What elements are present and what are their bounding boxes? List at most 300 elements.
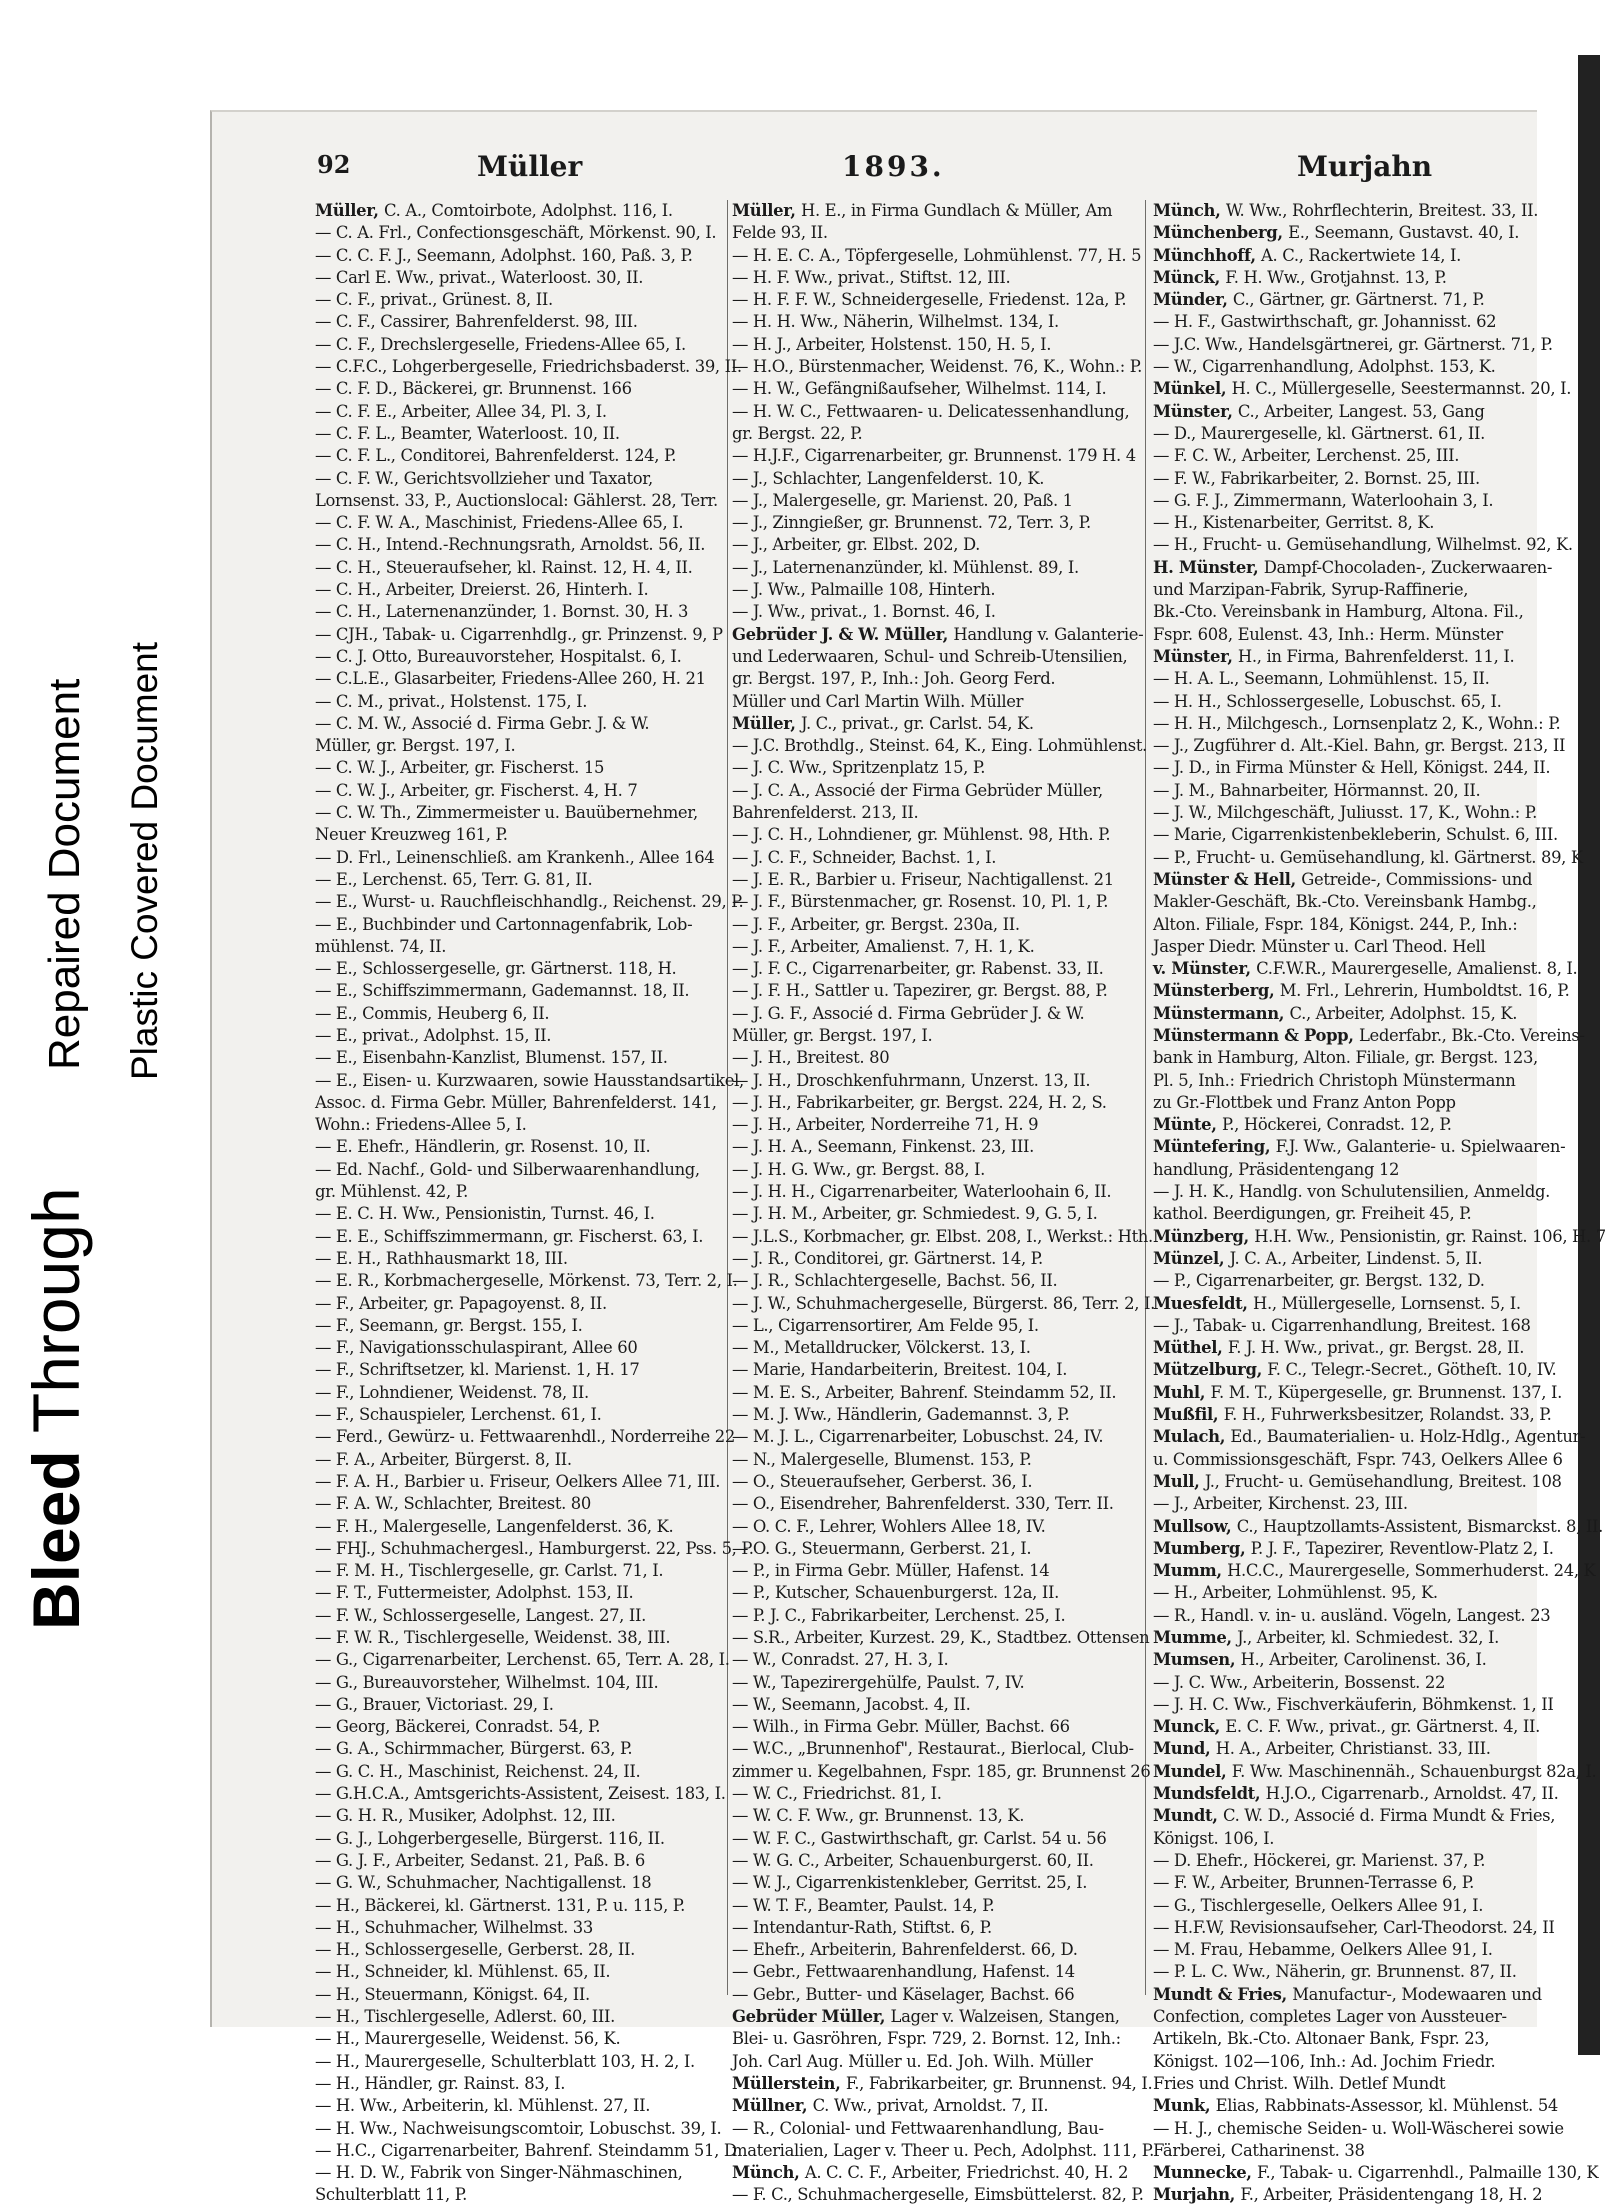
entry-text: — W., Tapezirergehülfe, Paulst. 7, IV. [732, 1672, 1025, 1692]
entry-text: — E. E., Schiffszimmermann, gr. Fischerst. 63, I. [315, 1226, 704, 1246]
entry-text: H. E., in Firma Gundlach & Müller, Am [801, 201, 1113, 220]
directory-entry [1153, 1203, 1539, 1225]
directory-entry [315, 222, 733, 244]
entry-text: — G. C. H., Maschinist, Reichenst. 24, II. [315, 1761, 641, 1781]
directory-entry [732, 1181, 1142, 1203]
entry-text: — C. H., Laternenanzünder, 1. Bornst. 30, H. 3 [315, 602, 689, 622]
entry-surname: Münstermann & Popp, [1153, 1025, 1359, 1045]
directory-entry [315, 1694, 733, 1716]
directory-entry [315, 468, 733, 490]
entry-text: — Ehefr., Arbeiterin, Bahrenfelderst. 66, D. [732, 1940, 1078, 1960]
entry-text: — Ferd., Gewürz- u. Fettwaarenhdl., Norderreihe 22 [315, 1427, 735, 1447]
entry-text: — J. E. R., Barbier u. Friseur, Nachtigallenst. 21 [732, 869, 1114, 889]
entry-text: — Intendantur-Rath, Stiftst. 6, P. [732, 1917, 992, 1937]
directory-entry [315, 1382, 733, 1404]
directory-entry [315, 713, 733, 735]
directory-entry [1153, 334, 1553, 356]
entry-text: — H., Maurergeselle, Weidenst. 56, K. [315, 2029, 621, 2049]
entry-text: — J., Schlachter, Langenfelderst. 10, K. [732, 468, 1045, 488]
entry-text: E., Seemann, Gustavst. 40, I. [1288, 223, 1520, 243]
directory-entry [732, 1560, 1142, 1582]
entry-text: — C.L.E., Glasarbeiter, Friedens-Allee 260, H. 21 [315, 669, 706, 689]
entry-text: — W. J., Cigarrenkistenkleber, Gerritst. 25, I. [732, 1873, 1088, 1893]
entry-text: — F. W., Fabrikarbeiter, 2. Bornst. 25, III. [1153, 468, 1480, 488]
entry-surname: Munck, [1153, 1717, 1226, 1737]
directory-entry [315, 2162, 733, 2184]
entry-text: C.F.W.R., Maurergeselle, Amalienst. 8, I. [1256, 959, 1578, 979]
entry-text: — C. H., Arbeiter, Dreierst. 26, Hinterh. I. [315, 580, 649, 600]
entry-surname: Mullsow, [1153, 1516, 1237, 1536]
entry-surname: Münchenberg, [1153, 223, 1289, 243]
entry-text: — O. G., Steuermann, Gerberst. 21, I. [732, 1538, 1032, 1558]
directory-entry [732, 1449, 1142, 1471]
entry-text: — F., Seemann, gr. Bergst. 155, I. [315, 1315, 583, 1335]
entry-surname: Münch, [732, 2163, 805, 2183]
directory-entry [732, 1159, 1142, 1181]
entry-text: Manufactur-, Modewaaren und [1292, 1984, 1542, 2004]
directory-entry [732, 1872, 1142, 1894]
directory-entry [315, 1471, 733, 1493]
directory-entry [1153, 267, 1539, 289]
entry-text: — M. E. S., Arbeiter, Bahrenf. Steindamm 52, II. [732, 1382, 1117, 1402]
entry-surname: Münzel, [1153, 1248, 1230, 1268]
directory-entry [315, 2095, 733, 2117]
entry-text: — F. T., Futtermeister, Adolphst. 153, II. [315, 1583, 634, 1603]
directory-entry [1153, 980, 1570, 1002]
directory-entry [1153, 914, 1539, 936]
entry-text: — H., Bäckerei, kl. Gärtnerst. 131, P. u. 115, P. [315, 1895, 686, 1915]
entry-surname: Mundt & Fries, [1153, 1984, 1293, 2004]
entry-text: — E., Eisenbahn-Kanzlist, Blumenst. 157, II. [315, 1048, 668, 1068]
entry-text: F. Ww. Maschinennäh., Schauenburgst 82a, I. [1231, 1761, 1597, 1781]
entry-text: — J. R., Conditorei, gr. Gärtnerst. 14, P. [732, 1248, 1043, 1268]
entry-text: — E. Ehefr., Händlerin, gr. Rosenst. 10, II. [315, 1137, 651, 1157]
entry-text: — P., Kutscher, Schauenburgerst. 12a, II. [732, 1583, 1060, 1603]
directory-entry [732, 579, 1142, 601]
entry-text: Joh. Carl Aug. Müller u. Ed. Joh. Wilh. Müller [732, 2051, 1093, 2071]
entry-text: — H.J.F., Cigarrenarbeiter, gr. Brunnenst. 179 H. 4 [732, 446, 1136, 466]
entry-text: — O. C. F., Lehrer, Wohlers Allee 18, IV. [732, 1516, 1046, 1536]
directory-entry [732, 289, 1142, 311]
entry-text: Ed., Baumaterialien- u. Holz-Hdlg., Agentur- [1230, 1427, 1586, 1447]
entry-surname: Müthel, [1153, 1338, 1228, 1358]
entry-text: — W. C. F. Ww., gr. Brunnenst. 13, K. [732, 1806, 1025, 1826]
directory-entry [315, 1315, 733, 1337]
directory-entry [732, 1337, 1142, 1359]
directory-entry [1153, 2162, 1599, 2184]
directory-entry [315, 1939, 733, 1961]
directory-entry [315, 356, 742, 378]
directory-entry [1153, 468, 1539, 490]
entry-text: J., Arbeiter, kl. Schmiedest. 32, I. [1237, 1628, 1499, 1647]
entry-text: F., Fabrikarbeiter, gr. Brunnenst. 94, I. [845, 2073, 1153, 2093]
entry-text: H., in Firma, Bahrenfelderst. 11, I. [1237, 646, 1515, 666]
entry-text: — H., Arbeiter, Lohmühlenst. 95, K. [1153, 1583, 1438, 1603]
entry-text: C. Ww., privat, Arnoldst. 7, II. [812, 2096, 1049, 2116]
directory-entry [315, 980, 733, 1002]
entry-text: — C. F. W., Gerichtsvollzieher und Taxator, [315, 468, 653, 488]
directory-entry [732, 1850, 1142, 1872]
entry-text: F. H. Ww., Grotjahnst. 13, P. [1225, 267, 1447, 287]
entry-text: — F. W. R., Tischlergeselle, Weidenst. 38, III. [315, 1628, 671, 1647]
directory-entry [732, 1939, 1142, 1961]
entry-surname: Müller, [732, 713, 801, 733]
directory-entry [315, 735, 733, 757]
directory-entry [1153, 1783, 1559, 1805]
entry-text: J. C., privat., gr. Carlst. 54, K. [801, 713, 1034, 733]
directory-entry [315, 1895, 733, 1917]
entry-text: J., Frucht- u. Gemüsehandlung, Breitest. 108 [1204, 1471, 1562, 1491]
directory-entry [732, 1984, 1142, 2006]
directory-entry [732, 2051, 1142, 2073]
entry-text: — C. W. J., Arbeiter, gr. Fischerst. 4, H. 7 [315, 780, 638, 800]
entry-text: u. Commissionsgeschäft, Fspr. 743, Oelkers Allee 6 [1153, 1449, 1563, 1469]
entry-text: — J. H., Breitest. 80 [732, 1048, 890, 1068]
directory-entry [1153, 735, 1566, 757]
entry-text: — H. Ww., Nachweisungscomtoir, Lobuschst. 39, I. [315, 2118, 722, 2138]
directory-entry [1153, 2073, 1539, 2095]
entry-text: — H., Händler, gr. Rainst. 83, I. [315, 2073, 566, 2093]
directory-entry [315, 1538, 754, 1560]
entry-text: — J. H. C. Ww., Fischverkäuferin, Böhmkenst. 1, II [1153, 1694, 1554, 1714]
directory-entry [732, 557, 1142, 579]
directory-entry [315, 601, 733, 623]
entry-surname: Mundsfeldt, [1153, 1784, 1266, 1804]
directory-entry [1153, 490, 1539, 512]
entry-text: — J.C. Brothdlg., Steinst. 64, K., Eing. Lohmühlenst. [732, 736, 1147, 756]
directory-entry [732, 936, 1142, 958]
entry-text: H., Arbeiter, Carolinenst. 36, I. [1240, 1650, 1487, 1670]
directory-entry [315, 869, 733, 891]
entry-text: — H. J., chemische Seiden- u. Woll-Wäscherei sowie [1153, 2118, 1564, 2138]
directory-entry [315, 1560, 733, 1582]
entry-text: C., Hauptzollamts-Assistent, Bismarckst. 8, II. [1236, 1516, 1603, 1536]
entry-text: J. C. A., Arbeiter, Lindenst. 5, II. [1229, 1248, 1483, 1268]
entry-surname: Müllerstein, [732, 2073, 846, 2093]
entry-text: — C. W. J., Arbeiter, gr. Fischerst. 15 [315, 758, 605, 778]
directory-entry [1153, 1872, 1539, 1894]
entry-text: — J. W., Milchgeschäft, Juliusst. 17, K., Wohn.: P. [1153, 803, 1537, 823]
entry-text: — J. Ww., privat., 1. Bornst. 46, I. [732, 602, 996, 622]
entry-text: C. A., Comtoirbote, Adolphst. 116, I. [384, 201, 673, 220]
entry-text: — G.H.C.A., Amtsgerichts-Assistent, Zeisest. 183, I. [315, 1784, 726, 1804]
entry-surname: Münkel, [1153, 379, 1232, 399]
directory-entry [315, 1716, 733, 1738]
entry-text: C., Arbeiter, Adolphst. 15, K. [1289, 1003, 1518, 1023]
entry-text: — H. H., Milchgesch., Lornsenplatz 2, K., Wohn.: P. [1153, 713, 1561, 733]
directory-entry [315, 1404, 733, 1426]
entry-text: Jasper Diedr. Münster u. Carl Theod. Hell [1153, 936, 1486, 956]
directory-entry [315, 624, 733, 646]
directory-entry [1153, 847, 1583, 869]
directory-entry [1153, 1493, 1539, 1515]
entry-text: — J. W., Schuhmachergeselle, Bürgerst. 86, Terr. 2, I. [732, 1293, 1155, 1313]
directory-entry [732, 378, 1142, 400]
directory-entry [315, 1359, 733, 1381]
entry-text: Fries und Christ. Wilh. Detlef Mundt [1153, 2073, 1446, 2093]
entry-text: Lornsenst. 33, P., Auctionslocal: Gählerst. 28, Terr. [315, 490, 718, 510]
directory-entry [732, 356, 1142, 378]
entry-text: — J.L.S., Korbmacher, gr. Elbst. 208, I., Werkst.: Hth. [732, 1226, 1153, 1246]
directory-entry [732, 601, 1142, 623]
directory-entry [732, 1471, 1142, 1493]
directory-entry [1153, 378, 1572, 400]
entry-text: — F., Schauspieler, Lerchenst. 61, I. [315, 1405, 602, 1425]
directory-entry [732, 1382, 1142, 1404]
entry-text: — G. J., Lohgerbergeselle, Bürgerst. 116, II. [315, 1828, 665, 1848]
entry-text: — G. J. F., Arbeiter, Sedanst. 21, Paß. B. 6 [315, 1850, 645, 1870]
directory-entry [315, 2140, 737, 2162]
entry-text: — M. Frau, Hebamme, Oelkers Allee 91, I. [1153, 1940, 1493, 1960]
entry-text: — C. C. F. J., Seemann, Adolphst. 160, Paß. 3, P. [315, 245, 693, 265]
entry-text: — R., Colonial- und Fettwaarenhandlung, Bau- [732, 2118, 1104, 2138]
entry-surname: Münster, [1153, 646, 1238, 666]
directory-entry [1153, 1961, 1539, 1983]
directory-entry [732, 1404, 1142, 1426]
directory-entry [732, 267, 1142, 289]
directory-entry [732, 2095, 1142, 2117]
entry-text: — W. F. C., Gastwirthschaft, gr. Carlst. 54 u. 56 [732, 1828, 1107, 1848]
entry-text: — W. G. C., Arbeiter, Schauenburgerst. 60, II. [732, 1850, 1094, 1870]
entry-text: — H. F., Gastwirthschaft, gr. Johannisst. 62 [1153, 312, 1497, 332]
entry-text: — J., Malergeselle, gr. Marienst. 20, Paß. 1 [732, 490, 1073, 510]
entry-text: Felde 93, II. [732, 223, 828, 243]
entry-text: — J. H., Droschkenfuhrmann, Unzerst. 13, II. [732, 1070, 1091, 1090]
directory-entry [315, 1226, 733, 1248]
directory-entry [315, 289, 733, 311]
directory-entry [1153, 624, 1539, 646]
directory-entry [1153, 668, 1539, 690]
directory-entry [732, 847, 1142, 869]
directory-entry [315, 958, 733, 980]
entry-surname: Müller, [315, 201, 384, 220]
entry-text: — E., Schiffszimmermann, Gademannst. 18, II. [315, 981, 690, 1001]
entry-text: — R., Handl. v. in- u. ausländ. Vögeln, Langest. 23 [1153, 1605, 1551, 1625]
entry-text: — C. W. Th., Zimmermeister u. Bauübernehmer, [315, 803, 698, 823]
entry-text: Müller und Carl Martin Wilh. Müller [732, 691, 1024, 711]
directory-entry [732, 512, 1142, 534]
entry-surname: Münch, [1153, 201, 1226, 220]
entry-text: — J., Tabak- u. Cigarrenhandlung, Breitest. 168 [1153, 1315, 1531, 1335]
entry-surname: Munnecke, [1153, 2163, 1257, 2183]
entry-text: C., Gärtner, gr. Gärtnerst. 71, P. [1232, 290, 1485, 310]
entry-text: F., Arbeiter, Präsidentengang 18, H. 2 [1240, 2185, 1543, 2205]
directory-entry [1153, 2184, 1543, 2206]
entry-surname: Murjahn, [1153, 2185, 1241, 2205]
entry-text: — C. F., Drechslergeselle, Friedens-Allee 65, I. [315, 334, 686, 354]
entry-surname: Münster, [1153, 401, 1238, 421]
directory-entry [732, 1114, 1142, 1136]
entry-text: — J. F. C., Cigarrenarbeiter, gr. Rabenst. 33, II. [732, 959, 1104, 979]
entry-text: Makler-Geschäft, Bk.-Cto. Vereinsbank Hambg., [1153, 892, 1537, 912]
entry-text: H.J.O., Cigarrenarb., Arnoldst. 47, II. [1265, 1784, 1559, 1804]
entry-text: — J. G. F., Associé d. Firma Gebrüder J. & W. [732, 1003, 1085, 1023]
entry-surname: Münchhoff, [1153, 245, 1262, 265]
directory-entry [732, 1136, 1142, 1158]
entry-text: — F., Navigationsschulaspirant, Allee 60 [315, 1338, 638, 1358]
entry-text: Artikeln, Bk.-Cto. Altonaer Bank, Fspr. 23, [1153, 2029, 1490, 2049]
entry-text: — J. F., Arbeiter, Amalienst. 7, H. 1, K. [732, 936, 1035, 956]
entry-surname: Münstermann, [1153, 1003, 1290, 1023]
entry-surname: Münzberg, [1153, 1226, 1255, 1246]
entry-text: — G. F. J., Zimmermann, Waterloohain 3, I. [1153, 490, 1494, 510]
entry-text: — H.O., Bürstenmacher, Weidenst. 76, K., Wohn.: P. [732, 357, 1142, 377]
directory-entry [1153, 1449, 1563, 1471]
entry-text: Bahrenfelderst. 213, II. [732, 803, 919, 823]
directory-entry [1153, 1828, 1539, 1850]
entry-text: — H. Ww., Arbeiterin, kl. Mühlenst. 27, II. [315, 2096, 651, 2116]
entry-text: — H., Tischlergeselle, Adlerst. 60, III. [315, 2007, 615, 2027]
directory-entry [315, 1961, 733, 1983]
entry-text: — C. H., Intend.-Rechnungsrath, Arnoldst. 56, II. [315, 535, 706, 555]
entry-text: — Georg, Bäckerei, Conradst. 54, P. [315, 1717, 601, 1737]
entry-surname: Münte, [1153, 1115, 1222, 1135]
entry-text: — J. C. H., Lohndiener, gr. Mühlenst. 98, Hth. P. [732, 825, 1111, 845]
directory-entry [732, 1516, 1142, 1538]
entry-surname: Mumberg, [1153, 1538, 1251, 1558]
entry-text: C., Arbeiter, Langest. 53, Gang [1237, 401, 1485, 421]
directory-entry [732, 1426, 1142, 1448]
directory-entry [315, 1203, 733, 1225]
entry-text: — W., Cigarrenhandlung, Adolphst. 153, K. [1153, 357, 1496, 377]
directory-entry [1153, 311, 1539, 333]
entry-text: — H. W., Gefängnißaufseher, Wilhelmst. 114, I. [732, 379, 1107, 399]
entry-text: — P. L. C. Ww., Näherin, gr. Brunnenst. 87, II. [1153, 1962, 1517, 1982]
directory-entry [1153, 958, 1578, 980]
directory-entry [315, 579, 733, 601]
directory-entry [315, 1114, 733, 1136]
entry-text: — E., Buchbinder und Cartonnagenfabrik, Lob- [315, 914, 693, 934]
entry-text: C. W. D., Associé d. Firma Mundt & Fries, [1222, 1806, 1556, 1826]
entry-surname: Münster & Hell, [1153, 869, 1302, 889]
directory-entry [315, 1872, 733, 1894]
directory-entry [315, 2073, 733, 2095]
entry-text: — D., Maurergeselle, kl. Gärtnerst. 61, II. [1153, 423, 1485, 443]
entry-text: H. A., Arbeiter, Christianst. 33, III. [1215, 1739, 1491, 1759]
entry-text: — F. M. H., Tischlergeselle, gr. Carlst. 71, I. [315, 1561, 664, 1581]
entry-text: materialien, Lager v. Theer u. Pech, Adolphst. 111, P. [732, 2140, 1154, 2160]
entry-text: — J. C. F., Schneider, Bachst. 1, I. [732, 847, 997, 867]
directory-entry [1153, 2006, 1539, 2028]
entry-surname: Mützelburg, [1153, 1360, 1268, 1380]
entry-text: F. C., Telegr.-Secret., Götheſt. 10, IV. [1267, 1360, 1557, 1380]
directory-entry [732, 1761, 1151, 1783]
directory-entry [1153, 1649, 1539, 1671]
directory-entry [1153, 1359, 1557, 1381]
directory-entry [315, 646, 733, 668]
directory-entry [732, 1248, 1142, 1270]
entry-text: H.H. Ww., Pensionistin, gr. Rainst. 106, H. 7 [1254, 1226, 1606, 1246]
entry-text: Neuer Kreuzweg 161, P. [315, 825, 508, 845]
directory-entry [732, 1605, 1142, 1627]
directory-entry [315, 668, 733, 690]
directory-entry [732, 713, 1142, 735]
entry-text: und Lederwaaren, Schul- und Schreib-Utensilien, [732, 646, 1128, 666]
entry-text: — C. F. L., Beamter, Waterloost. 10, II. [315, 423, 620, 443]
directory-entry [1153, 1694, 1554, 1716]
entry-text: — H. F. Ww., privat., Stiftst. 12, III. [732, 267, 1011, 287]
directory-entry [1153, 1003, 1539, 1025]
bleed-through-label [18, 1187, 94, 1630]
entry-text: — J. H., Arbeiter, Norderreihe 71, H. 9 [732, 1115, 1039, 1135]
entry-text: Dampf-Chocoladen-, Zuckerwaaren- [1263, 557, 1553, 577]
entry-text: — E., Wurst- u. Rauchfleischhandlg., Reichenst. 29, P. [315, 892, 744, 912]
directory-entry [732, 691, 1142, 713]
directory-entry [732, 1359, 1142, 1381]
page-number: 92 [317, 150, 351, 179]
directory-entry [315, 1627, 733, 1649]
entry-text: — Wilh., in Firma Gebr. Müller, Bachst. 66 [732, 1717, 1070, 1737]
entry-text: — H. W. C., Fettwaaren- u. Delicatessenhandlung, [732, 401, 1130, 421]
header-right-keyword: Murjahn [1297, 150, 1433, 183]
directory-entry [1153, 1538, 1554, 1560]
entry-text: F.J. Ww., Galanterie- u. Spielwaaren- [1275, 1137, 1566, 1157]
entry-text: — C. F., privat., Grünest. 8, II. [315, 290, 553, 310]
entry-text: — C. F. E., Arbeiter, Allee 34, Pl. 3, I. [315, 401, 607, 421]
directory-entry [315, 401, 733, 423]
entry-text: gr. Mühlenst. 42, P. [315, 1182, 468, 1202]
directory-entry [315, 1426, 733, 1448]
directory-entry [315, 1516, 733, 1538]
directory-entry [732, 1315, 1142, 1337]
entry-text: Elias, Rabbinats-Assessor, kl. Mühlenst. 54 [1215, 2096, 1559, 2116]
directory-entry [315, 2051, 733, 2073]
entry-surname: Müllner, [732, 2096, 813, 2116]
directory-entry [315, 267, 733, 289]
entry-text: — E. C. H. Ww., Pensionistin, Turnst. 46, I. [315, 1204, 655, 1224]
directory-entry [315, 1047, 733, 1069]
directory-entry [315, 1136, 733, 1158]
directory-entry [1153, 2051, 1539, 2073]
entry-text: bank in Hamburg, Alton. Filiale, gr. Bergst. 123, [1153, 1048, 1538, 1068]
entry-text: F. M. T., Küpergeselle, gr. Brunnenst. 137, I. [1210, 1382, 1562, 1402]
directory-entry [315, 445, 733, 467]
entry-text: — F. A. H., Barbier u. Friseur, Oelkers Allee 71, III. [315, 1471, 721, 1491]
directory-entry [1153, 646, 1539, 668]
directory-entry [1153, 222, 1539, 244]
directory-entry [1153, 1092, 1539, 1114]
directory-entry [732, 958, 1142, 980]
entry-text: — S.R., Arbeiter, Kurzest. 29, K., Stadtbez. Ottensen [732, 1628, 1150, 1647]
entry-text: F., Tabak- u. Cigarrenhdl., Palmaille 130, K [1257, 2163, 1599, 2183]
entry-text: — L., Cigarrensortirer, Am Felde 95, I. [732, 1315, 1039, 1335]
directory-entry [315, 378, 733, 400]
directory-entry [1153, 1337, 1539, 1359]
directory-entry [1153, 1917, 1555, 1939]
entry-text: — J. D., in Firma Münster & Hell, Königst. 244, II. [1153, 758, 1551, 778]
directory-entry [315, 847, 733, 869]
directory-entry [1153, 1850, 1539, 1872]
entry-text: Wohn.: Friedens-Allee 5, I. [315, 1115, 527, 1135]
entry-text: — O., Eisendreher, Bahrenfelderst. 330, Terr. II. [732, 1494, 1114, 1514]
directory-entry [315, 1270, 738, 1292]
entry-text: — J. H. A., Seemann, Finkenst. 23, III. [732, 1137, 1035, 1157]
directory-entry [732, 1783, 1142, 1805]
entry-text: — J., Zinngießer, gr. Brunnenst. 72, Terr. 3, P. [732, 513, 1091, 533]
entry-text: — J. F. H., Sattler u. Tapezirer, gr. Bergst. 88, P. [732, 981, 1108, 1001]
entry-text: — J. M., Bahnarbeiter, Hörmannst. 20, II. [1153, 780, 1481, 800]
entry-text: — C. M., privat., Holstenst. 175, I. [315, 691, 588, 711]
directory-entry [732, 1070, 1142, 1092]
directory-entry [315, 824, 733, 846]
entry-text: — H. D. W., Fabrik von Singer-Nähmaschinen, [315, 2163, 683, 2183]
directory-entry [315, 2028, 733, 2050]
directory-entry [1153, 1605, 1551, 1627]
entry-text: — H. F. F. W., Schneidergeselle, Friedenst. 12a, P. [732, 290, 1127, 310]
entry-text: — H.F.W, Revisionsaufseher, Carl-Theodorst. 24, II [1153, 1917, 1555, 1937]
directory-entry [315, 1293, 733, 1315]
directory-entry [732, 1895, 1142, 1917]
